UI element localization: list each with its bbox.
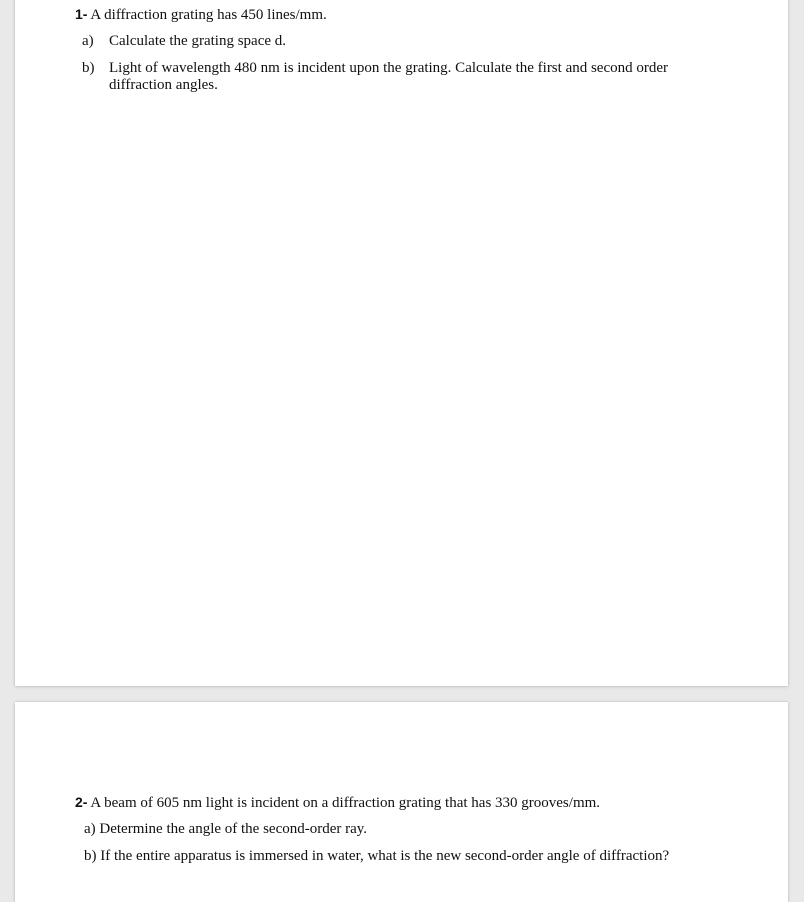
part-b-text-line-1: Light of wavelength 480 nm is incident upon the grating. Calculate the first and second order [109, 60, 669, 76]
part-a-label: a) [82, 33, 94, 49]
question-2-part-a [84, 821, 367, 838]
question-2-part-a-text: a) Determine the angle of the second-order ray. [84, 821, 368, 837]
question-2-stem [75, 794, 600, 812]
question-1-stem [75, 6, 327, 24]
question-1-number: 1- [75, 6, 88, 22]
question-2-number: 2- [75, 794, 88, 810]
question-2-part-b [84, 848, 669, 865]
part-a-text: Calculate the grating space d. [109, 33, 287, 49]
question-1-part-b-continued [109, 77, 218, 94]
part-b-text-line-2: diffraction angles. [109, 77, 218, 93]
document-page-2 [15, 702, 788, 902]
question-1-text: A diffraction grating has 450 lines/mm. [90, 7, 327, 23]
document-page-1 [15, 0, 788, 686]
part-b-label: b) [82, 60, 95, 76]
question-2-part-b-text: b) If the entire apparatus is immersed in water, what is the new second-order angle of diffraction? [84, 848, 670, 864]
question-2-text: A beam of 605 nm light is incident on a diffraction grating that has 330 grooves/mm. [90, 795, 601, 811]
question-1-part-b [82, 60, 668, 77]
question-1-part-a [82, 33, 286, 50]
